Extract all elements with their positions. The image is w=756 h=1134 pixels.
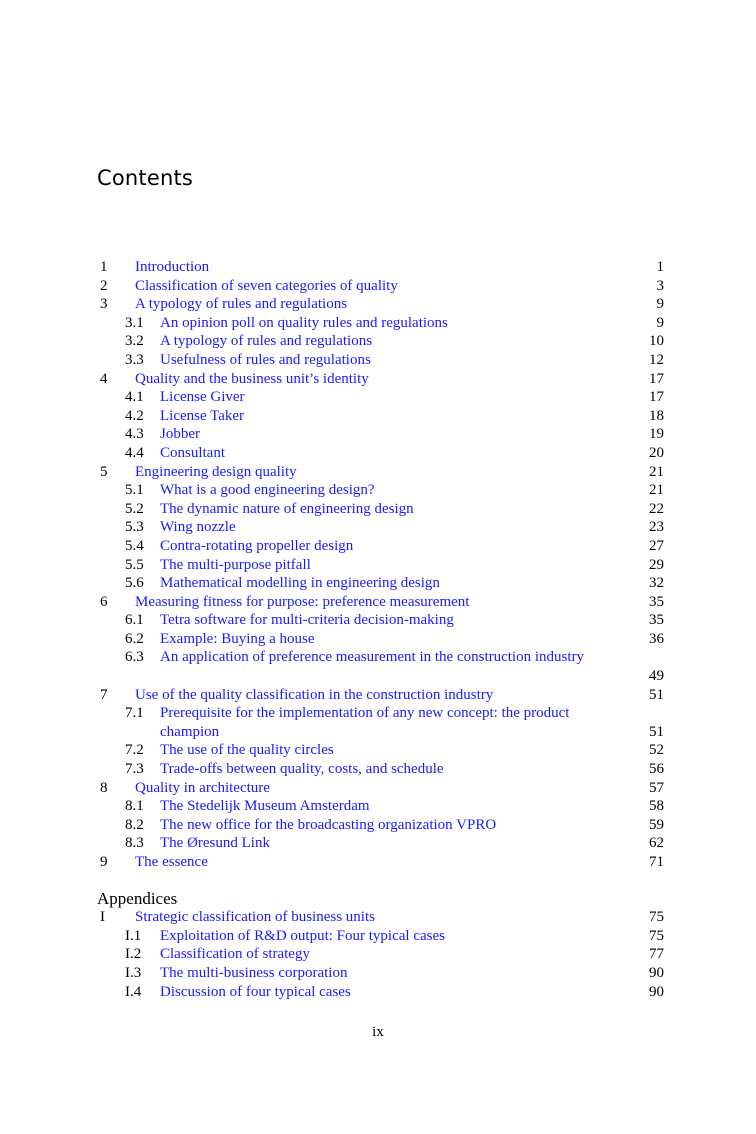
page-reference: 75 [649,909,664,926]
toc-section-entry[interactable] [0,964,756,983]
page-reference: 75 [649,927,664,944]
chapter-number: 5 [100,463,108,480]
toc-chapter-entry[interactable] [0,277,756,296]
chapter-title-link[interactable]: Measuring fitness for purpose: preference measurement [135,593,470,610]
chapter-title-link[interactable]: Engineering design quality [135,463,297,480]
chapter-number: 1 [100,259,108,275]
toc-chapter-entry[interactable] [0,370,756,389]
chapter-title-link[interactable]: Introduction [135,259,210,275]
page-number: ix [372,1024,384,1040]
chapter-list [0,258,756,872]
section-title-link[interactable]: Exploitation of R&D output: Four typical cases [160,927,445,944]
section-number: 5.6 [125,575,144,592]
page-reference: 58 [649,798,664,815]
page-reference: 36 [649,630,664,647]
toc-section-entry[interactable] [0,351,756,370]
toc-section-entry[interactable] [0,556,756,575]
chapter-number: I [100,909,105,926]
section-title-link[interactable]: Discussion of four typical cases [160,983,351,1000]
section-number: 4.2 [125,407,144,424]
toc-section-entry[interactable] [0,425,756,444]
section-title-link[interactable]: The new office for the broadcasting organization VPRO [160,816,497,833]
page-reference: 23 [649,519,664,536]
section-number: 5.3 [125,519,144,536]
toc-section-entry[interactable] [0,518,756,537]
section-title-link[interactable]: Example: Buying a house [160,630,315,647]
section-title-link[interactable]: The Øresund Link [160,835,270,852]
toc-section-entry[interactable] [0,332,756,351]
section-number: 3.2 [125,333,144,350]
chapter-title-link[interactable]: Quality and the business unit’s identity [135,370,369,387]
section-title-link[interactable]: License Taker [160,407,245,424]
page-reference: 32 [649,575,664,592]
section-title-link[interactable]: Prerequisite for the implementation of any new concept: the product champion [160,705,570,740]
toc-section-entry[interactable] [0,537,756,556]
toc-section-entry[interactable] [0,927,756,946]
section-number: 5.5 [125,556,144,573]
page-reference: 12 [649,351,664,368]
table-of-contents [0,258,756,1001]
page-reference: 17 [649,370,664,387]
toc-section-entry[interactable] [0,760,756,779]
section-number: 8.1 [125,798,144,815]
toc-section-entry[interactable] [0,797,756,816]
appendices-heading: Appendices [97,888,178,908]
section-number: I.2 [125,946,142,963]
section-title-link[interactable]: Classification of strategy [160,946,310,963]
section-number: I.4 [125,983,142,1000]
section-number: 4.1 [125,389,144,406]
section-number: 7.3 [125,761,144,778]
section-title-link[interactable]: Contra-rotating propeller design [160,537,354,554]
section-title-link[interactable]: The multi-purpose pitfall [160,556,311,573]
page-reference: 21 [649,482,664,499]
page-reference: 27 [649,537,664,554]
section-number: 5.1 [125,482,144,499]
chapter-title-link[interactable]: Classification of seven categories of quality [135,277,398,294]
toc-section-entry[interactable] [0,444,756,463]
page-reference: 56 [649,761,664,778]
toc-chapter-entry[interactable] [0,593,756,612]
page-reference: 1 [656,259,664,275]
toc-section-entry[interactable] [0,481,756,500]
toc-chapter-entry[interactable] [0,258,756,277]
chapter-title-link[interactable]: The essence [135,854,208,870]
page-reference: 49 [649,668,664,685]
toc-chapter-entry[interactable] [0,295,756,314]
page-reference: 51 [649,686,664,703]
toc-chapter-entry[interactable] [0,686,756,705]
toc-section-entry[interactable] [0,983,756,1002]
page-reference: 35 [649,612,664,629]
section-number: 4.4 [125,444,144,461]
section-title-link[interactable]: Mathematical modelling in engineering design [160,575,440,592]
page-reference: 77 [649,946,664,963]
section-title-link[interactable]: Wing nozzle [160,519,236,536]
section-title-link[interactable]: The Stedelijk Museum Amsterdam [160,798,370,815]
section-number: 4.3 [125,426,144,443]
page-reference: 3 [656,277,664,294]
page-reference: 52 [649,742,664,759]
section-number: 5.2 [125,500,144,517]
page-reference: 9 [656,314,664,331]
chapter-title-link[interactable]: Strategic classification of business units [135,909,375,926]
page-reference: 71 [649,854,664,870]
chapter-number: 6 [100,593,108,610]
section-title-link[interactable]: An application of preference measurement in the construction industry [160,649,585,666]
page-reference: 19 [649,426,664,443]
appendix-list [0,908,756,1001]
toc-section-entry[interactable] [0,630,756,649]
toc-section-entry[interactable] [0,407,756,426]
toc-section-entry[interactable] [0,945,756,964]
section-number: 8.2 [125,816,144,833]
page-reference: 20 [649,444,664,461]
chapter-title-link[interactable]: Quality in architecture [135,779,270,796]
chapter-number: 2 [100,277,108,294]
section-title-link[interactable]: Jobber [160,426,200,443]
toc-section-entry[interactable] [0,388,756,407]
toc-section-entry[interactable] [0,816,756,835]
page-reference: 90 [649,964,664,981]
chapter-title-link[interactable]: Use of the quality classification in the construction industry [135,686,494,703]
page-reference: 57 [649,779,664,796]
toc-section-entry[interactable] [0,648,756,685]
section-title-link[interactable]: The use of the quality circles [160,742,334,759]
section-title-link[interactable]: Trade-offs between quality, costs, and schedule [160,761,444,778]
page-reference: 62 [649,835,664,852]
section-title-link[interactable]: What is a good engineering design? [160,482,375,499]
page-title: Contents [97,166,194,190]
page-reference: 35 [649,593,664,610]
section-number: I.3 [125,964,142,981]
page-reference: 59 [649,816,664,833]
section-number: 7.1 [125,705,144,722]
chapter-number: 4 [100,370,108,387]
section-title-link[interactable]: Tetra software for multi-criteria decision-making [160,612,454,629]
section-number: 6.1 [125,612,144,629]
chapter-number: 8 [100,779,108,796]
section-number: 3.3 [125,351,144,368]
section-number: 3.1 [125,314,144,331]
page-reference: 22 [649,500,664,517]
toc-chapter-entry[interactable] [0,908,756,927]
toc-section-entry[interactable] [0,611,756,630]
page-reference: 51 [649,723,664,740]
page-reference: 10 [649,333,664,350]
page-reference: 29 [649,556,664,573]
toc-section-entry[interactable] [0,834,756,853]
page-reference: 18 [649,407,664,424]
section-number: 6.3 [125,649,144,666]
toc-section-entry[interactable] [0,704,756,741]
toc-section-entry[interactable] [0,500,756,519]
section-title-link[interactable]: Consultant [160,444,226,461]
toc-chapter-entry[interactable] [0,463,756,482]
toc-section-entry[interactable] [0,314,756,333]
toc-section-entry[interactable] [0,741,756,760]
section-number: I.1 [125,927,142,944]
page-reference: 17 [649,389,664,406]
section-number: 7.2 [125,742,144,759]
page-reference: 9 [656,296,664,313]
toc-chapter-entry[interactable] [0,853,756,872]
chapter-number: 9 [100,854,108,870]
section-title-link[interactable]: A typology of rules and regulations [160,333,373,350]
section-number: 5.4 [125,537,144,554]
section-number: 6.2 [125,630,144,647]
toc-chapter-entry[interactable] [0,779,756,798]
chapter-number: 3 [100,296,108,313]
section-number: 8.3 [125,835,144,852]
section-title-link[interactable]: The multi-business corporation [160,964,348,981]
toc-section-entry[interactable] [0,574,756,593]
page-reference: 90 [649,983,664,1000]
section-title-link[interactable]: An opinion poll on quality rules and regulations [160,314,448,331]
chapter-title-link[interactable]: A typology of rules and regulations [135,296,348,313]
section-title-link[interactable]: The dynamic nature of engineering design [160,500,414,517]
page-reference: 21 [649,463,664,480]
section-title-link[interactable]: License Giver [160,389,245,406]
section-title-link[interactable]: Usefulness of rules and regulations [160,351,371,368]
chapter-number: 7 [100,686,108,703]
